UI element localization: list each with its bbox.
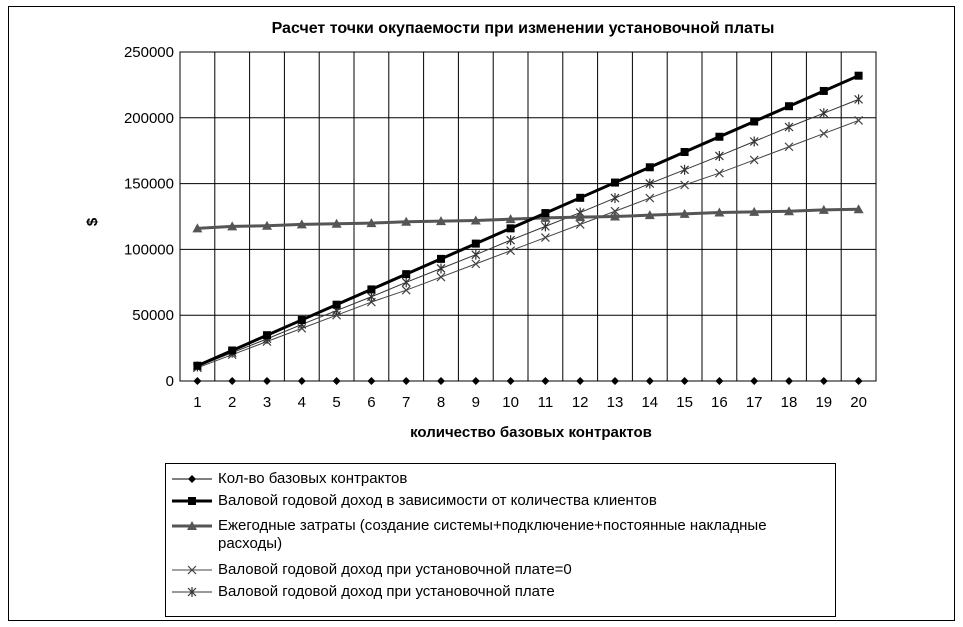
x-tick-label: 6 — [367, 394, 376, 411]
data-point-square — [611, 179, 619, 187]
x-tick-labels — [193, 394, 867, 411]
data-point-diamond — [507, 377, 515, 385]
y-tick-label: 0 — [165, 373, 174, 390]
data-point-star — [785, 122, 793, 132]
data-point-diamond — [576, 377, 584, 385]
data-point-diamond — [611, 377, 619, 385]
legend-label: Валовой годовой доход при установочной плате — [218, 583, 555, 600]
legend-symbol — [170, 583, 214, 601]
data-point-square — [367, 285, 375, 293]
data-point-star — [541, 221, 549, 231]
data-point-diamond — [228, 377, 236, 385]
x-tick-label: 10 — [502, 394, 519, 411]
data-point-star — [820, 108, 828, 118]
data-point-square — [750, 117, 758, 125]
data-point-square — [437, 255, 445, 263]
data-point-diamond — [367, 377, 375, 385]
data-point-diamond — [855, 377, 863, 385]
data-point-x — [820, 130, 828, 138]
data-point-x — [750, 156, 758, 164]
data-point-diamond — [263, 377, 271, 385]
data-point-x — [715, 169, 723, 177]
x-tick-label: 17 — [745, 394, 763, 411]
chart-frame — [8, 6, 955, 621]
x-tick-label: 8 — [436, 394, 446, 411]
legend-label: Кол-во базовых контрактов — [218, 470, 408, 487]
data-point-x — [681, 181, 689, 189]
data-point-x — [785, 143, 793, 151]
data-point-square — [715, 133, 723, 141]
x-tick-label: 2 — [228, 394, 237, 411]
data-point-diamond — [820, 377, 828, 385]
x-tick-label: 20 — [850, 394, 867, 411]
chart-title: Расчет точки окупаемости при изменении установочной платы — [271, 20, 775, 37]
data-point-square — [333, 301, 341, 309]
data-point-square — [228, 346, 236, 354]
legend-label: Валовой годовой доход при установочной плате=0 — [218, 561, 572, 578]
data-point-x — [402, 286, 410, 294]
data-point-diamond — [298, 377, 306, 385]
legend-item — [166, 492, 835, 514]
x-tick-label: 14 — [641, 394, 659, 411]
data-point-x — [576, 220, 584, 228]
x-tick-label: 19 — [815, 394, 833, 411]
legend — [165, 463, 836, 617]
data-point-diamond — [715, 377, 723, 385]
x-tick-label: 11 — [537, 394, 554, 411]
data-point-diamond — [681, 377, 689, 385]
data-point-star — [611, 193, 619, 203]
data-point-star — [681, 165, 689, 175]
y-tick-label: 50000 — [132, 307, 174, 325]
data-point-square — [193, 362, 201, 370]
data-point-square — [820, 87, 828, 95]
data-point-diamond — [472, 377, 480, 385]
data-point-star — [402, 277, 410, 287]
legend-symbol — [170, 517, 214, 535]
x-tick-label: 16 — [711, 394, 728, 411]
data-point-square — [541, 209, 549, 217]
data-point-star — [855, 94, 863, 104]
data-point-x — [541, 234, 549, 242]
x-tick-label: 7 — [402, 394, 411, 411]
data-point-star — [715, 151, 723, 161]
data-point-diamond — [193, 377, 201, 385]
data-point-square — [855, 72, 863, 80]
data-point-square — [298, 316, 306, 324]
data-point-square — [681, 148, 689, 156]
data-point-diamond — [402, 377, 410, 385]
y-tick-label: 200000 — [123, 109, 174, 127]
legend-symbol — [170, 470, 214, 488]
y-tick-labels — [124, 44, 174, 390]
legend-item — [166, 583, 835, 605]
data-point-star — [507, 235, 515, 245]
data-point-square — [646, 163, 654, 171]
data-point-star — [437, 263, 445, 273]
legend-item — [166, 561, 835, 583]
data-point-x — [437, 273, 445, 281]
x-tick-label: 4 — [297, 394, 306, 411]
x-tick-label: 18 — [780, 394, 798, 411]
legend-label: Валовой годовой доход в зависимости от количества клиентов — [218, 492, 657, 509]
x-tick-label: 1 — [193, 394, 202, 411]
data-point-diamond — [333, 377, 341, 385]
legend-symbol — [170, 561, 214, 579]
data-point-diamond — [188, 475, 196, 483]
data-point-x — [646, 194, 654, 202]
x-tick-label: 15 — [676, 394, 693, 411]
y-tick-label: 150000 — [123, 175, 174, 193]
data-point-diamond — [785, 377, 793, 385]
x-tick-label: 9 — [471, 394, 480, 411]
y-axis-label: $ — [84, 217, 101, 227]
data-point-square — [472, 240, 480, 248]
data-point-square — [507, 224, 515, 232]
data-point-square — [188, 497, 196, 505]
data-point-square — [785, 102, 793, 110]
legend-item — [166, 470, 835, 492]
data-point-diamond — [750, 377, 758, 385]
x-tick-label: 13 — [606, 394, 624, 411]
legend-label: Ежегодные затраты (создание системы+подключение+постоянные накладные расходы) — [218, 517, 767, 552]
data-point-star — [750, 136, 758, 146]
data-point-diamond — [541, 377, 549, 385]
data-point-square — [402, 270, 410, 278]
data-point-diamond — [437, 377, 445, 385]
data-point-star — [472, 250, 480, 260]
y-tick-label: 100000 — [123, 241, 174, 259]
data-point-square — [576, 194, 584, 202]
data-point-x — [507, 247, 515, 255]
data-point-x — [472, 260, 480, 268]
data-point-diamond — [646, 377, 654, 385]
x-axis-label: количество базовых контрактов — [410, 424, 652, 441]
legend-item — [166, 517, 835, 552]
x-tick-label: 3 — [262, 394, 272, 411]
x-tick-label: 12 — [571, 394, 589, 411]
legend-symbol — [170, 492, 214, 510]
y-tick-label: 250000 — [123, 44, 174, 61]
x-tick-label: 5 — [332, 394, 341, 411]
data-point-square — [263, 331, 271, 339]
